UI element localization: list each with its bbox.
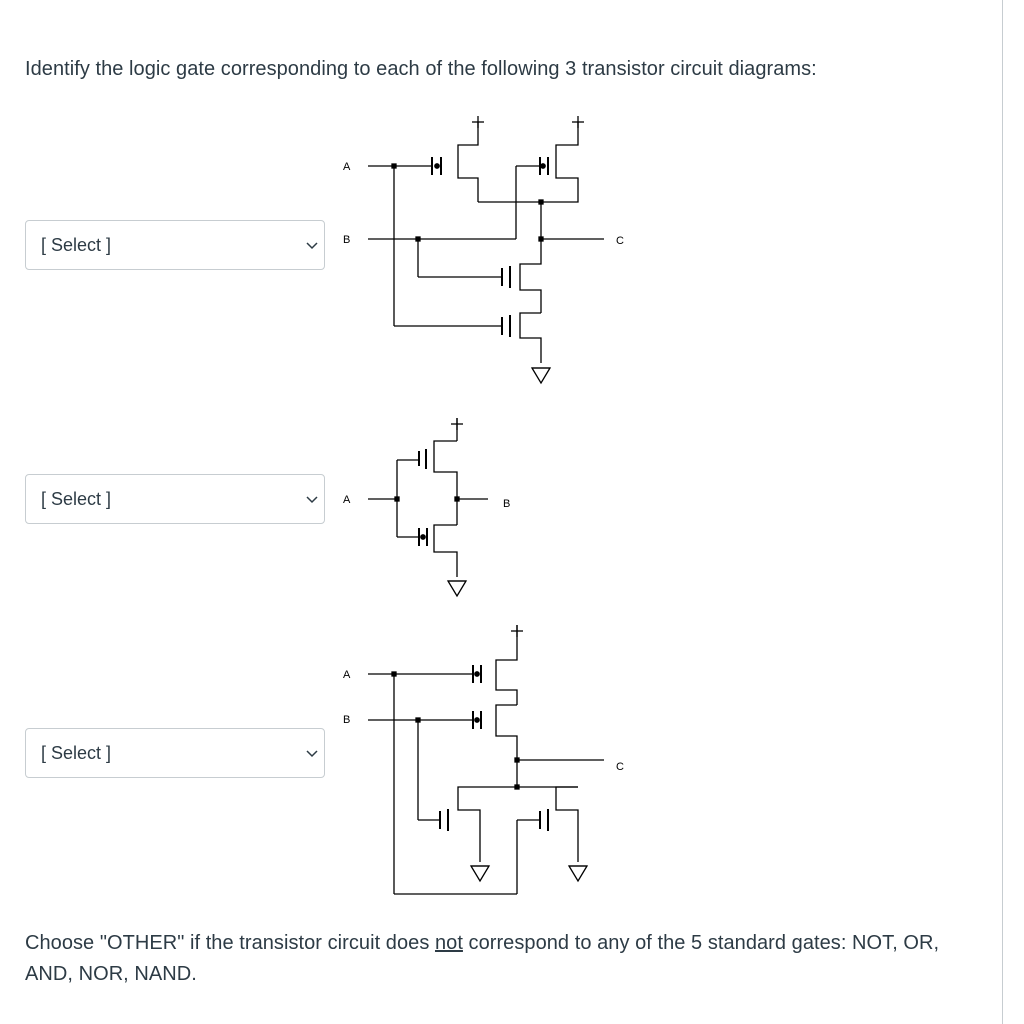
instructions-part-2: correspond to any of the 5 standard gates: NOT, OR, AND, NOR, NAND. — [25, 932, 940, 985]
select-label: [ Select ] — [41, 489, 112, 509]
diagram2-label-a: A — [343, 494, 351, 506]
question-prompt: Identify the logic gate corresponding to each of the following 3 transistor circuit diagrams: — [25, 58, 817, 80]
circuit-diagram-1 — [368, 116, 604, 383]
diagram3-label-a: A — [343, 669, 351, 681]
instructions-part-1: Choose "OTHER" if the transistor circuit does — [25, 932, 435, 954]
diagram3-label-c: C — [616, 761, 624, 773]
instructions-emphasis: not — [434, 932, 463, 954]
diagram1-label-c: C — [616, 235, 624, 247]
diagram1-label-a: A — [343, 161, 351, 173]
select-label: [ Select ] — [41, 743, 112, 763]
circuit-diagram-3 — [368, 625, 604, 894]
circuit-diagram-2 — [368, 418, 488, 596]
diagram1-label-b: B — [343, 234, 351, 246]
diagram3-label-b: B — [343, 714, 351, 726]
instructions-note — [25, 928, 985, 990]
diagram2-label-b: B — [503, 498, 511, 510]
select-label: [ Select ] — [41, 235, 112, 255]
